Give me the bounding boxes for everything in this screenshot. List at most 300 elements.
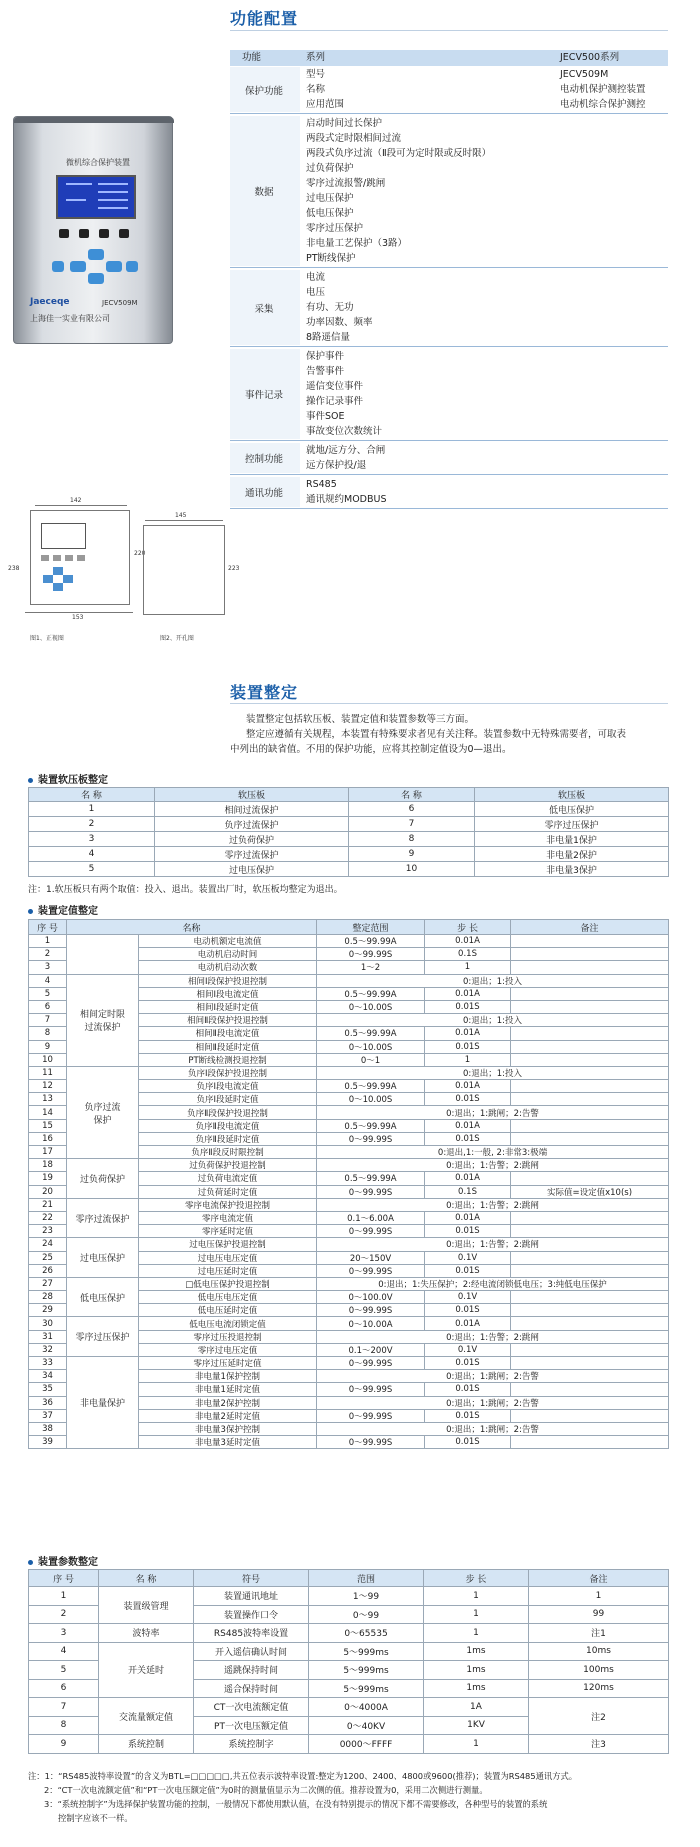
- fixed-header-row: [29, 920, 669, 935]
- params-row: [29, 1735, 669, 1754]
- group-separator: [230, 474, 668, 475]
- device-top-edge: [14, 117, 174, 123]
- settings-title-rule: [230, 703, 668, 704]
- fixed-control-value: 0:退出；1:告警；2:跳闸: [317, 1238, 669, 1251]
- fixed-name: 电动机启动次数: [139, 961, 317, 974]
- fixed-control-value: 0:退出；1:投入: [317, 974, 669, 987]
- params-cell: 2: [29, 1605, 99, 1624]
- fixed-cell: [511, 1040, 669, 1053]
- fixed-name: 零序电流保护投退控制: [139, 1198, 317, 1211]
- params-cell: 3: [29, 1624, 99, 1643]
- soft-cell: 6: [349, 802, 475, 817]
- fixed-group-label: [67, 1238, 139, 1278]
- fig1-height-side: 220: [134, 550, 146, 557]
- fixed-row: [29, 1066, 669, 1079]
- function-item: 有功、无功: [306, 302, 354, 313]
- fixed-cell: 0.01A: [425, 1027, 511, 1040]
- fixed-cell: 0～99.99S: [317, 1225, 425, 1238]
- function-item: 事故变位次数统计: [306, 426, 383, 437]
- fixed-cell: [511, 1172, 669, 1185]
- params-cell: 0～65535: [309, 1624, 424, 1643]
- function-item: 低电压保护: [306, 208, 354, 219]
- fixed-cell: 0～1: [317, 1053, 425, 1066]
- group-label-line1: 过电压保护: [79, 1254, 125, 1265]
- fixed-group-label: [67, 935, 139, 975]
- fixed-name: 负序Ⅱ段电流定值: [139, 1119, 317, 1132]
- fixed-control-value: 0:退出；1:投入: [317, 1014, 669, 1027]
- soft-header-row: [29, 788, 669, 802]
- fixed-name: 非电量3延时定值: [139, 1436, 317, 1449]
- function-config-header: [230, 50, 668, 66]
- fixed-cell: 0～99.99S: [317, 1185, 425, 1198]
- soft-cell: 3: [29, 832, 155, 847]
- fixed-name: 相间Ⅱ段电流定值: [139, 1027, 317, 1040]
- fixed-cell: 0.01A: [425, 987, 511, 1000]
- params-name: 交流量额定值: [99, 1698, 194, 1735]
- fixed-cell: 0～99.99S: [317, 1357, 425, 1370]
- fixed-cell: 0.5～99.99A: [317, 1080, 425, 1093]
- params-cell: 0～99: [309, 1605, 424, 1624]
- function-item: 告警事件: [306, 366, 345, 377]
- fixed-name: 过负荷电流定值: [139, 1172, 317, 1185]
- fixed-index: 26: [29, 1264, 67, 1277]
- fixed-index: 36: [29, 1396, 67, 1409]
- fixed-index: 8: [29, 1027, 67, 1040]
- function-item: 零序过压保护: [306, 223, 364, 234]
- params-cell: 1: [529, 1587, 669, 1606]
- fixed-row: [29, 1317, 669, 1330]
- fixed-index: 18: [29, 1159, 67, 1172]
- soft-cell: 相间过流保护: [155, 802, 349, 817]
- function-item: 型号: [306, 69, 326, 80]
- fixed-cell: [511, 1119, 669, 1132]
- fixed-cell: 0.01S: [425, 1093, 511, 1106]
- fixed-cell: [511, 1383, 669, 1396]
- device-lcd-screen: [56, 175, 136, 219]
- fixed-cell: 0.01A: [425, 1317, 511, 1330]
- fixed-cell: 0～10.00S: [317, 1040, 425, 1053]
- params-name: 开关延时: [99, 1642, 194, 1698]
- fixed-name: 负序Ⅰ段延时定值: [139, 1093, 317, 1106]
- params-cell: 9: [29, 1735, 99, 1754]
- params-cell: 1A: [424, 1698, 529, 1717]
- function-config-title: 功能配置: [230, 9, 299, 28]
- group-label-line2: 保护: [93, 1115, 112, 1126]
- device-model: JECV509M: [102, 299, 138, 307]
- function-item: 两段式定时限相间过流: [306, 133, 402, 144]
- fixed-cell: 0～10.00S: [317, 1093, 425, 1106]
- fixed-cell: 0.01S: [425, 1436, 511, 1449]
- params-cell: 1ms: [424, 1679, 529, 1698]
- device-key-3: [99, 229, 109, 238]
- device-down-key: [88, 273, 104, 284]
- fixed-cell: 0.5～99.99A: [317, 1119, 425, 1132]
- fixed-header-cell: 备注: [511, 920, 669, 935]
- fixed-cell: 0～10.00A: [317, 1317, 425, 1330]
- soft-cell: 零序过流保护: [155, 847, 349, 862]
- fixed-cell: 0～99.99S: [317, 1383, 425, 1396]
- function-item: 名称: [306, 84, 326, 95]
- settings-para-2b: 中列出的缺省值。不用的保护功能，应将其控制定值设为0—退出。: [230, 744, 512, 755]
- fixed-name: 负序Ⅱ段延时定值: [139, 1132, 317, 1145]
- device-up-key: [88, 249, 104, 260]
- fixed-cell: [511, 1304, 669, 1317]
- params-cell: 1: [29, 1587, 99, 1606]
- fixed-name: 非电量3保护控制: [139, 1422, 317, 1435]
- fixed-cell: 0.1V: [425, 1251, 511, 1264]
- params-cell: 99: [529, 1605, 669, 1624]
- group-label-line1: 零序过流保护: [75, 1214, 130, 1225]
- params-cell: 6: [29, 1679, 99, 1698]
- fixed-cell: 0～99.99S: [317, 1264, 425, 1277]
- soft-cell: 非电量2保护: [475, 847, 669, 862]
- fixed-cell: [511, 1409, 669, 1422]
- fixed-row: [29, 1198, 669, 1211]
- settings-para-2a: 整定应遵循有关规程，本装置有特殊要求者见有关注释。装置参数中无特殊需要者，可取表: [246, 729, 627, 740]
- fig2-outline: [143, 525, 225, 615]
- fixed-index: 35: [29, 1383, 67, 1396]
- function-item: 8路遥信量: [306, 332, 351, 343]
- fixed-name: 过负荷保护投退控制: [139, 1159, 317, 1172]
- fixed-cell: 20～150V: [317, 1251, 425, 1264]
- fixed-cell: 0.1S: [425, 948, 511, 961]
- group-separator: [230, 113, 668, 114]
- group-label-line1: 低电压保护: [79, 1293, 125, 1304]
- soft-header-cell: 名 称: [349, 788, 475, 802]
- params-cell: 注1: [529, 1624, 669, 1643]
- params-title: 装置参数整定: [28, 1553, 98, 1568]
- soft-row: [29, 862, 669, 877]
- fig1-width-top: 142: [70, 497, 82, 504]
- group-label-line1: 零序过压保护: [75, 1333, 130, 1344]
- fixed-name: 过电压保护投退控制: [139, 1238, 317, 1251]
- params-cell: 1ms: [424, 1661, 529, 1680]
- device-left-key: [70, 261, 86, 272]
- fixed-name: 相间Ⅱ段延时定值: [139, 1040, 317, 1053]
- soft-row: [29, 817, 669, 832]
- header-series-value: JECV500系列: [560, 52, 620, 63]
- params-note-line: 控制字应该不一样。: [58, 1813, 133, 1823]
- function-item: 非电量工艺保护（3路）: [306, 238, 408, 249]
- fixed-cell: 0.01S: [425, 1304, 511, 1317]
- params-cell: PT一次电压额定值: [194, 1716, 309, 1735]
- soft-cell: 过电压保护: [155, 862, 349, 877]
- fixed-name: 零序延时定值: [139, 1225, 317, 1238]
- fixed-header-cell: 步 长: [425, 920, 511, 935]
- device-company: 上海佳一实业有限公司: [30, 314, 110, 323]
- settings-para-1: 装置整定包括软压板、装置定值和装置参数等三方面。: [246, 714, 475, 725]
- params-cell: 装置通讯地址: [194, 1587, 309, 1606]
- soft-cell: 零序过压保护: [475, 817, 669, 832]
- params-cell: 1KV: [424, 1716, 529, 1735]
- group-label-line2: 过流保护: [84, 1023, 121, 1034]
- params-cell: 遥跳保持时间: [194, 1661, 309, 1680]
- params-table: [28, 1569, 669, 1754]
- function-item: 零序过流报警/跳闸: [306, 178, 386, 189]
- fixed-index: 2: [29, 948, 67, 961]
- params-cell: CT一次电流额定值: [194, 1698, 309, 1717]
- params-row: [29, 1642, 669, 1661]
- fixed-cell: 0.1～6.00A: [317, 1211, 425, 1224]
- params-cell: 1ms: [424, 1642, 529, 1661]
- device-photo: [13, 116, 173, 344]
- fixed-cell: [511, 1053, 669, 1066]
- soft-cell: 4: [29, 847, 155, 862]
- fixed-cell: [511, 1211, 669, 1224]
- fixed-name: 低电压延时定值: [139, 1304, 317, 1317]
- params-cell: 8: [29, 1716, 99, 1735]
- fig1-width-bottom: 153: [72, 614, 84, 621]
- function-item: 电流: [306, 272, 326, 283]
- params-cell: 1: [424, 1624, 529, 1643]
- fixed-name: 过负荷延时定值: [139, 1185, 317, 1198]
- fixed-cell: 0.01S: [425, 1383, 511, 1396]
- soft-row: [29, 802, 669, 817]
- function-item: PT断线保护: [306, 253, 356, 264]
- function-item: 电压: [306, 287, 326, 298]
- fixed-row: [29, 1357, 669, 1370]
- fixed-cell: 0.01S: [425, 1409, 511, 1422]
- fixed-group-label: [67, 1277, 139, 1317]
- fixed-index: 11: [29, 1066, 67, 1079]
- fixed-name: 负序Ⅰ段电流定值: [139, 1080, 317, 1093]
- device-key-esc: [52, 261, 64, 272]
- function-item: 操作记录事件: [306, 396, 364, 407]
- fixed-values-title: 装置定值整定: [28, 902, 98, 917]
- params-cell: 1: [424, 1587, 529, 1606]
- function-item: 远方保护投/退: [306, 460, 367, 471]
- fixed-index: 24: [29, 1238, 67, 1251]
- group-label-control_items: 控制功能: [244, 454, 283, 465]
- fixed-cell: 0.01S: [425, 1000, 511, 1013]
- fixed-index: 31: [29, 1330, 67, 1343]
- fixed-group-label: [67, 1317, 139, 1357]
- fixed-cell: [511, 1093, 669, 1106]
- fixed-name: 负序Ⅰ段保护投退控制: [139, 1066, 317, 1079]
- params-cell: 4: [29, 1642, 99, 1661]
- group-label-line1: 过负荷保护: [79, 1174, 125, 1185]
- fixed-index: 16: [29, 1132, 67, 1145]
- fixed-cell: [511, 1343, 669, 1356]
- params-row: [29, 1587, 669, 1606]
- soft-cell: 非电量1保护: [475, 832, 669, 847]
- params-cell: 遥合保持时间: [194, 1679, 309, 1698]
- fixed-cell: 1: [425, 961, 511, 974]
- fixed-index: 4: [29, 974, 67, 987]
- device-screen-title: 微机综合保护装置: [66, 158, 130, 167]
- params-cell: 5: [29, 1661, 99, 1680]
- fixed-name: 零序过压投退控制: [139, 1330, 317, 1343]
- fixed-index: 9: [29, 1040, 67, 1053]
- params-cell: 装置操作口令: [194, 1605, 309, 1624]
- fixed-name: 非电量1保护控制: [139, 1370, 317, 1383]
- fixed-cell: 0.5～99.99A: [317, 987, 425, 1000]
- fixed-control-value: 0:退出；1:失压保护；2:经电流闭锁低电压；3:纯低电压保护: [317, 1277, 669, 1290]
- fixed-index: 34: [29, 1370, 67, 1383]
- params-note-line: 2：“CT一次电流额定值”和“PT一次电压额定值”为0时的测量值显示为二次侧的值。推荐设置为0，采用二次侧进行测量。: [44, 1785, 488, 1795]
- fixed-cell: 0.1S: [425, 1185, 511, 1198]
- soft-cell: 低电压保护: [475, 802, 669, 817]
- fixed-cell: [511, 1317, 669, 1330]
- fixed-name: 相间Ⅰ段延时定值: [139, 1000, 317, 1013]
- params-cell: 1: [424, 1735, 529, 1754]
- function-item: 通讯规约MODBUS: [306, 494, 387, 505]
- fixed-name: 电动机启动时间: [139, 948, 317, 961]
- fixed-control-value: 0:退出；1:跳闸；2:告警: [317, 1370, 669, 1383]
- fixed-row: [29, 974, 669, 987]
- params-cell: 注3: [529, 1735, 669, 1754]
- function-value: JECV509M: [560, 69, 609, 80]
- params-name: 系统控制: [99, 1735, 194, 1754]
- fixed-cell: 实际值=设定值x10(s): [511, 1185, 669, 1198]
- soft-cell: 8: [349, 832, 475, 847]
- fixed-header-cell: 序 号: [29, 920, 67, 935]
- fixed-index: 39: [29, 1436, 67, 1449]
- fixed-name: 负序Ⅱ段反时限控制: [139, 1146, 317, 1159]
- params-cell: 0～40KV: [309, 1716, 424, 1735]
- fixed-index: 21: [29, 1198, 67, 1211]
- fixed-index: 32: [29, 1343, 67, 1356]
- soft-cell: 7: [349, 817, 475, 832]
- fixed-index: 10: [29, 1053, 67, 1066]
- function-item: 启动时间过长保护: [306, 118, 383, 129]
- params-cell: 100ms: [529, 1661, 669, 1680]
- group-separator: [230, 440, 668, 441]
- fixed-cell: [511, 1291, 669, 1304]
- fixed-cell: 0.01S: [425, 1040, 511, 1053]
- fixed-cell: 0.01S: [425, 1132, 511, 1145]
- fixed-cell: 0.01A: [425, 1172, 511, 1185]
- fixed-index: 37: [29, 1409, 67, 1422]
- fixed-cell: 0.01S: [425, 1264, 511, 1277]
- fixed-cell: [511, 1027, 669, 1040]
- fixed-name: 低电压电流闭锁定值: [139, 1317, 317, 1330]
- fixed-header-cell: 整定范围: [317, 920, 425, 935]
- fixed-index: 20: [29, 1185, 67, 1198]
- title-rule: [230, 30, 668, 31]
- device-key-enter: [126, 261, 138, 272]
- device-key-2: [79, 229, 89, 238]
- soft-row: [29, 847, 669, 862]
- soft-plate-title: 装置软压板整定: [28, 771, 108, 786]
- fixed-control-value: 0:退出；1:投入: [317, 1066, 669, 1079]
- fixed-index: 25: [29, 1251, 67, 1264]
- function-item: 两段式负序过流（Ⅱ段可为定时限或反时限）: [306, 148, 492, 159]
- params-cell: 5～999ms: [309, 1642, 424, 1661]
- fixed-index: 6: [29, 1000, 67, 1013]
- fixed-index: 5: [29, 987, 67, 1000]
- fixed-row: [29, 935, 669, 948]
- fixed-index: 28: [29, 1291, 67, 1304]
- group-label-line1: 非电量保护: [79, 1399, 125, 1410]
- fixed-cell: [511, 1357, 669, 1370]
- function-item: 保护事件: [306, 351, 345, 362]
- fixed-name: 电动机额定电流值: [139, 935, 317, 948]
- soft-cell: 1: [29, 802, 155, 817]
- params-header-cell: 范围: [309, 1570, 424, 1587]
- fixed-index: 30: [29, 1317, 67, 1330]
- params-cell: 0～4000A: [309, 1698, 424, 1717]
- params-note-line: 3：“系统控制字”为选择保护装置功能的控制，一般情况下都使用默认值，在没有特别提示的情况下都不需要修改，各种型号的装置的系统: [44, 1799, 548, 1809]
- fig2-caption: 图2、开孔图: [160, 635, 194, 642]
- group-separator: [230, 508, 668, 509]
- fixed-index: 1: [29, 935, 67, 948]
- group-label-sample_items: 采集: [254, 303, 274, 315]
- soft-plate-table: [28, 787, 669, 877]
- header-series: 系列: [306, 52, 326, 63]
- params-cell: 1: [424, 1605, 529, 1624]
- group-label-protect_rows: 保护功能: [244, 85, 283, 97]
- params-cell: 系统控制字: [194, 1735, 309, 1754]
- params-cell: 10ms: [529, 1642, 669, 1661]
- soft-cell: 非电量3保护: [475, 862, 669, 877]
- fixed-cell: 0.01A: [425, 1211, 511, 1224]
- fixed-cell: [511, 948, 669, 961]
- params-header-cell: 备注: [529, 1570, 669, 1587]
- fixed-cell: 0～99.99S: [317, 948, 425, 961]
- fixed-name: 零序电流定值: [139, 1211, 317, 1224]
- fixed-name: 相间Ⅱ段保护投退控制: [139, 1014, 317, 1027]
- params-cell: 开入遥信确认时间: [194, 1642, 309, 1661]
- fig2-width: 145: [175, 512, 187, 519]
- fixed-cell: 0.01S: [425, 1357, 511, 1370]
- fixed-index: 3: [29, 961, 67, 974]
- fixed-name: 非电量1延时定值: [139, 1383, 317, 1396]
- fixed-index: 14: [29, 1106, 67, 1119]
- params-note-line: 注：1：“RS485波特率设置”的含义为BTL=□□□□□,共五位表示波特率设置:整定为1200、2400、4800或9600(推荐)；装置为RS485通讯方式。: [28, 1771, 578, 1781]
- header-function: 功能: [242, 52, 262, 63]
- soft-cell: 10: [349, 862, 475, 877]
- fixed-name: PT断线检测投退控制: [139, 1053, 317, 1066]
- fixed-name: 负序Ⅱ段保护投退控制: [139, 1106, 317, 1119]
- params-row: [29, 1698, 669, 1717]
- soft-cell: 过负荷保护: [155, 832, 349, 847]
- settings-title: 装置整定: [230, 683, 299, 702]
- fixed-cell: 1: [425, 1053, 511, 1066]
- params-header-cell: 步 长: [424, 1570, 529, 1587]
- fixed-cell: 0.01A: [425, 1080, 511, 1093]
- params-cell: 120ms: [529, 1679, 669, 1698]
- fixed-control-value: 0:退出；1:跳闸；2:告警: [317, 1422, 669, 1435]
- fixed-control-value: 0:退出；1:跳闸；2:告警: [317, 1396, 669, 1409]
- params-cell: 7: [29, 1698, 99, 1717]
- group-label-data_items: 数据: [254, 187, 274, 198]
- fixed-control-value: 0:退出；1:告警；2:跳闸: [317, 1198, 669, 1211]
- fixed-name: 相间Ⅰ段电流定值: [139, 987, 317, 1000]
- fixed-index: 29: [29, 1304, 67, 1317]
- function-item: 就地/远方分、合闸: [306, 445, 386, 456]
- fixed-cell: [511, 1436, 669, 1449]
- fixed-cell: 0.01S: [425, 1225, 511, 1238]
- fixed-index: 38: [29, 1422, 67, 1435]
- fixed-cell: [511, 987, 669, 1000]
- fixed-name: 过电压电压定值: [139, 1251, 317, 1264]
- fixed-group-label: [67, 1159, 139, 1199]
- fixed-cell: [511, 1132, 669, 1145]
- device-brand: Jaeceqe: [30, 297, 70, 307]
- params-cell: 注2: [529, 1698, 669, 1735]
- params-name: 装置级管理: [99, 1587, 194, 1624]
- soft-header-cell: 软压板: [475, 788, 669, 802]
- params-cell: 0000～FFFF: [309, 1735, 424, 1754]
- fixed-cell: 0.1V: [425, 1343, 511, 1356]
- fixed-index: 23: [29, 1225, 67, 1238]
- params-cell: RS485波特率设置: [194, 1624, 309, 1643]
- soft-cell: 5: [29, 862, 155, 877]
- soft-plate-note: 注：1.软压板只有两个取值：投入、退出。装置出厂时，软压板均整定为退出。: [28, 885, 343, 895]
- fixed-cell: [511, 1000, 669, 1013]
- params-name: 波特率: [99, 1624, 194, 1643]
